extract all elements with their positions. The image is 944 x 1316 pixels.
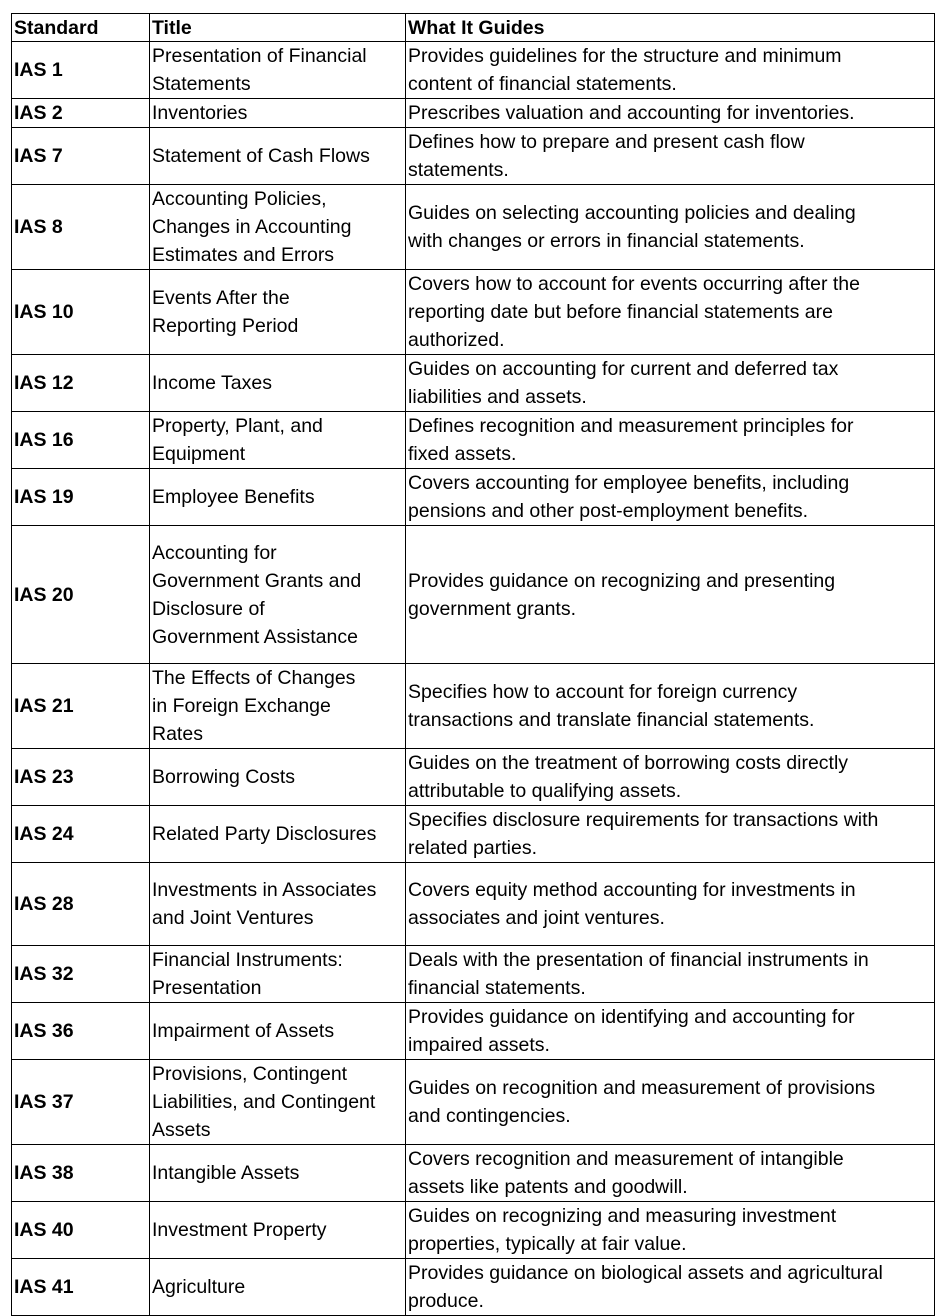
table-row (12, 99, 935, 128)
table-row (12, 355, 935, 412)
cell-standard[interactable]: IAS 10 (12, 270, 150, 355)
title-line: Assets (152, 1119, 211, 1141)
title-line: Accounting Policies, (152, 188, 327, 210)
table-row (12, 806, 935, 863)
cell-what-it-guides[interactable] (406, 664, 935, 749)
table-row (12, 1060, 935, 1145)
cell-what-it-guides[interactable] (406, 42, 935, 99)
cell-what-it-guides[interactable] (406, 99, 935, 128)
guides-line: reporting date but before financial statements are (408, 301, 833, 323)
cell-title[interactable] (150, 1060, 406, 1145)
cell-what-it-guides[interactable] (406, 806, 935, 863)
guides-line: attributable to qualifying assets. (408, 780, 682, 802)
cell-standard[interactable]: IAS 38 (12, 1145, 150, 1202)
cell-standard[interactable]: IAS 24 (12, 806, 150, 863)
guides-line: transactions and translate financial statements. (408, 709, 815, 731)
cell-standard[interactable]: IAS 16 (12, 412, 150, 469)
cell-standard[interactable]: IAS 41 (12, 1259, 150, 1316)
guides-line: Specifies disclosure requirements for transactions with (408, 809, 879, 831)
title-line: Inventories (152, 102, 248, 124)
table-row (12, 469, 935, 526)
title-line: Intangible Assets (152, 1162, 300, 1184)
title-line: Provisions, Contingent (152, 1063, 348, 1085)
title-line: Impairment of Assets (152, 1020, 335, 1042)
guides-line: Guides on accounting for current and deferred tax (408, 358, 839, 380)
header-title[interactable]: Title (150, 14, 406, 42)
table-row (12, 664, 935, 749)
title-line: Presentation of Financial (152, 45, 367, 67)
cell-standard[interactable]: IAS 19 (12, 469, 150, 526)
guides-line: Provides guidance on identifying and accounting for (408, 1006, 855, 1028)
title-line: Government Assistance (152, 625, 358, 648)
title-line: Changes in Accounting (152, 216, 352, 238)
cell-title[interactable] (150, 42, 406, 99)
title-line: Agriculture (152, 1276, 246, 1298)
cell-standard[interactable]: IAS 8 (12, 185, 150, 270)
cell-title[interactable] (150, 355, 406, 412)
cell-standard[interactable]: IAS 7 (12, 128, 150, 185)
cell-title[interactable] (150, 185, 406, 270)
title-line: Investment Property (152, 1219, 327, 1241)
cell-what-it-guides[interactable] (406, 749, 935, 806)
guides-line: Defines how to prepare and present cash flow (408, 131, 805, 153)
cell-what-it-guides[interactable] (406, 526, 935, 664)
title-line: Accounting for (152, 541, 277, 564)
guides-line: Guides on the treatment of borrowing costs directly (408, 752, 849, 774)
title-line: and Joint Ventures (152, 907, 314, 929)
table-row (12, 128, 935, 185)
guides-line: Covers equity method accounting for investments in (408, 879, 856, 901)
cell-what-it-guides[interactable] (406, 469, 935, 526)
guides-line: fixed assets. (408, 443, 517, 465)
guides-line: Guides on selecting accounting policies and dealing (408, 202, 856, 224)
table-row (12, 185, 935, 270)
cell-title[interactable] (150, 664, 406, 749)
title-line: Investments in Associates (152, 879, 377, 901)
cell-standard[interactable]: IAS 23 (12, 749, 150, 806)
guides-line: with changes or errors in financial statements. (408, 230, 805, 252)
table-row (12, 526, 935, 664)
table-row (12, 1259, 935, 1316)
cell-what-it-guides[interactable] (406, 946, 935, 1003)
guides-line: Covers how to account for events occurring after the (408, 273, 860, 295)
table-row (12, 863, 935, 946)
cell-title[interactable] (150, 1003, 406, 1060)
guides-line: pensions and other post-employment benefits. (408, 500, 808, 522)
guides-line: properties, typically at fair value. (408, 1233, 687, 1255)
table-row (12, 412, 935, 469)
cell-title[interactable] (150, 946, 406, 1003)
title-line: The Effects of Changes (152, 667, 356, 689)
cell-standard[interactable]: IAS 37 (12, 1060, 150, 1145)
cell-standard[interactable]: IAS 28 (12, 863, 150, 946)
cell-what-it-guides[interactable] (406, 1060, 935, 1145)
cell-what-it-guides[interactable] (406, 128, 935, 185)
cell-what-it-guides[interactable] (406, 863, 935, 946)
cell-title[interactable] (150, 99, 406, 128)
guides-line: related parties. (408, 837, 537, 859)
title-line: Government Grants and (152, 569, 362, 592)
cell-standard[interactable]: IAS 21 (12, 664, 150, 749)
guides-line: Defines recognition and measurement principles for (408, 415, 854, 437)
guides-line: statements. (408, 159, 509, 181)
title-line: Estimates and Errors (152, 244, 335, 266)
title-line: Income Taxes (152, 372, 272, 394)
title-line: Reporting Period (152, 315, 299, 337)
header-what-it-guides[interactable]: What It Guides (406, 14, 935, 42)
guides-line: Specifies how to account for foreign currency (408, 681, 798, 703)
title-line: Borrowing Costs (152, 766, 296, 788)
guides-line: authorized. (408, 329, 505, 351)
cell-title[interactable] (150, 1202, 406, 1259)
guides-line: Guides on recognition and measurement of provisions (408, 1077, 876, 1099)
guides-line: Provides guidance on recognizing and presenting (408, 569, 836, 592)
guides-line: Covers accounting for employee benefits, including (408, 472, 850, 494)
title-line: Liabilities, and Contingent (152, 1091, 376, 1113)
title-line: in Foreign Exchange (152, 695, 331, 717)
cell-title[interactable] (150, 526, 406, 664)
guides-line: produce. (408, 1290, 484, 1312)
table-row (12, 1003, 935, 1060)
cell-standard[interactable]: IAS 36 (12, 1003, 150, 1060)
cell-title[interactable] (150, 128, 406, 185)
title-line: Events After the (152, 287, 290, 309)
guides-line: assets like patents and goodwill. (408, 1176, 688, 1198)
cell-title[interactable] (150, 863, 406, 946)
guides-line: financial statements. (408, 977, 586, 999)
title-line: Property, Plant, and (152, 415, 323, 437)
cell-standard[interactable]: IAS 1 (12, 42, 150, 99)
guides-line: Provides guidelines for the structure and minimum (408, 45, 842, 67)
cell-title[interactable] (150, 749, 406, 806)
header-row (12, 14, 935, 42)
cell-standard[interactable]: IAS 40 (12, 1202, 150, 1259)
ias-standards-table (11, 13, 935, 1316)
guides-line: Covers recognition and measurement of intangible (408, 1148, 844, 1170)
guides-line: and contingencies. (408, 1105, 571, 1127)
cell-what-it-guides[interactable] (406, 185, 935, 270)
cell-standard[interactable]: IAS 20 (12, 526, 150, 664)
title-line: Financial Instruments: (152, 949, 343, 971)
table-row (12, 749, 935, 806)
title-line: Presentation (152, 977, 262, 999)
guides-line: impaired assets. (408, 1034, 550, 1056)
table-body (12, 42, 935, 1316)
guides-line: Deals with the presentation of financial instruments in (408, 949, 869, 971)
cell-title[interactable] (150, 1145, 406, 1202)
cell-title[interactable] (150, 1259, 406, 1316)
cell-standard[interactable]: IAS 12 (12, 355, 150, 412)
table-row (12, 270, 935, 355)
cell-what-it-guides[interactable] (406, 1145, 935, 1202)
cell-standard[interactable]: IAS 2 (12, 99, 150, 128)
title-line: Related Party Disclosures (152, 823, 377, 845)
guides-line: liabilities and assets. (408, 386, 587, 408)
title-line: Employee Benefits (152, 486, 315, 508)
guides-line: associates and joint ventures. (408, 907, 665, 929)
cell-title[interactable] (150, 270, 406, 355)
cell-title[interactable] (150, 469, 406, 526)
title-line: Statements (152, 73, 251, 95)
cell-title[interactable] (150, 806, 406, 863)
cell-title[interactable] (150, 412, 406, 469)
cell-what-it-guides[interactable] (406, 355, 935, 412)
cell-standard[interactable]: IAS 32 (12, 946, 150, 1003)
table-row (12, 42, 935, 99)
table-row (12, 1145, 935, 1202)
cell-what-it-guides[interactable] (406, 1259, 935, 1316)
guides-line: Provides guidance on biological assets and agricultural (408, 1262, 883, 1284)
cell-what-it-guides[interactable] (406, 412, 935, 469)
guides-line: Guides on recognizing and measuring investment (408, 1205, 837, 1227)
cell-what-it-guides[interactable] (406, 270, 935, 355)
cell-what-it-guides[interactable] (406, 1202, 935, 1259)
guides-line: content of financial statements. (408, 73, 677, 95)
guides-line: Prescribes valuation and accounting for inventories. (408, 102, 855, 124)
cell-what-it-guides[interactable] (406, 1003, 935, 1060)
title-line: Statement of Cash Flows (152, 145, 370, 167)
table-row (12, 946, 935, 1003)
title-line: Rates (152, 723, 203, 745)
title-line: Disclosure of (152, 597, 265, 620)
title-line: Equipment (152, 443, 246, 465)
guides-line: government grants. (408, 597, 577, 620)
header-standard[interactable]: Standard (12, 14, 150, 42)
table-row (12, 1202, 935, 1259)
